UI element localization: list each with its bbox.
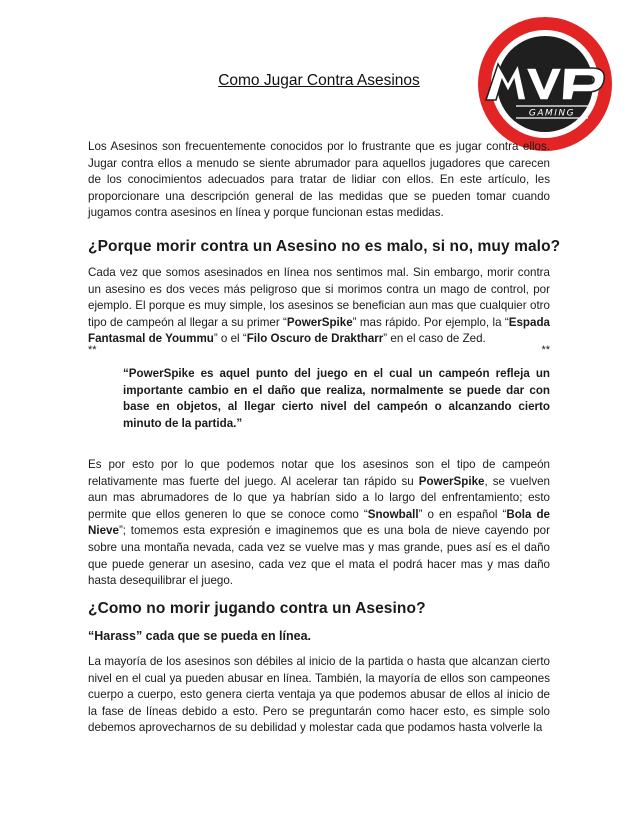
bold-term: Snowball (367, 507, 419, 521)
star-left: ** (88, 344, 97, 356)
star-right: ** (541, 344, 550, 356)
section1-paragraph1 (88, 265, 550, 348)
text-run: Cada vez que somos asesinados en línea nos sentimos mal. Sin embargo, morir contra un asesino es dos veces más peligroso que si morimos contra un mago de control, por ejemplo. El porque es muy simple, los asesinos se benefician aun mas que cualquier otro tipo de campeón al llegar a su primer “ (88, 266, 550, 329)
bold-term: PowerSpike (286, 315, 353, 329)
text-run: , se vuelven aun mas abrumadores de lo que ya habrían sido a lo largo del enfrentamiento; esto permite que ellos generen lo que se conoce como “ (88, 474, 551, 521)
bold-term: Espada Fantasmal de Yoummu (88, 315, 550, 346)
separator-stars (88, 344, 550, 356)
bold-term: Filo Oscuro de Draktharr (246, 332, 384, 346)
powerspike-quote: “PowerSpike es aquel punto del juego en el cual un campeón refleja un importante cambio en el daño que realiza, normalmente se puede dar con base en objetos, al llegar cierto nivel del campeón o alcanzando cierto minuto de la partida.” (123, 367, 550, 430)
text-run: ” o en español “ (418, 507, 507, 521)
bold-term: Bola de Nieve (88, 507, 551, 538)
text-run: ” o el “ (213, 332, 247, 346)
page-title: Como Jugar Contra Asesinos (218, 72, 420, 89)
section1-paragraph2 (88, 457, 550, 590)
text-run: Es por esto por lo que podemos notar que los asesinos son el tipo de campeón relativamente mas fuerte del juego. Al acelerar tan rápido su (88, 458, 550, 488)
section2-subheading: “Harass” cada que se pueda en línea. (88, 629, 312, 643)
section2-heading: ¿Como no morir jugando contra un Asesino? (88, 600, 426, 617)
section2-paragraph1: La mayoría de los asesinos son débiles al inicio de la partida o hasta que alcanzan cierto nivel en el cual ya pueden abusar en línea. También, la mayoría de ellos son campeones cuerpo a cuerpo, esto genera cierta ventaja ya que podemos abusar de ellos al inicio de la fase de líneas debido a esto. Pero se preguntarán como hacer esto, es simple solo debemos aprovecharnos de su debilidad y molestar cada que podamos hasta volverle la (88, 655, 550, 735)
section1-heading: ¿Porque morir contra un Asesino no es malo, si no, muy malo? (88, 238, 561, 255)
text-run: ”; tomemos esta expresión e imaginemos que es una bola de nieve cayendo por sobre una montaña nevada, cada vez se vuelve mas y mas grande, pues así es el daño que puede generar un asesino, cada vez que el mata el podrá hacer mas y mas daño hasta desequilibrar el juego. (88, 524, 550, 588)
text-run: ” mas rápido. Por ejemplo, la “ (352, 315, 509, 329)
bold-term: PowerSpike (418, 474, 485, 488)
text-run: ” en el caso de Zed. (383, 332, 486, 346)
intro-paragraph: Los Asesinos son frecuentemente conocidos por lo frustrante que es jugar contra ellos. Jugar contra ellos a menudo se siente abrumador para aquellos jugadores que carecen de los conocimientos adecuados para tratar de lidiar con ellos. En este artículo, les proporcionare una descripción general de las medidas que se pueden tomar cuando jugamos contra asesinos en línea y porque funcionan estas medidas. (88, 140, 550, 220)
logo-subtext: GAMING (528, 108, 576, 119)
